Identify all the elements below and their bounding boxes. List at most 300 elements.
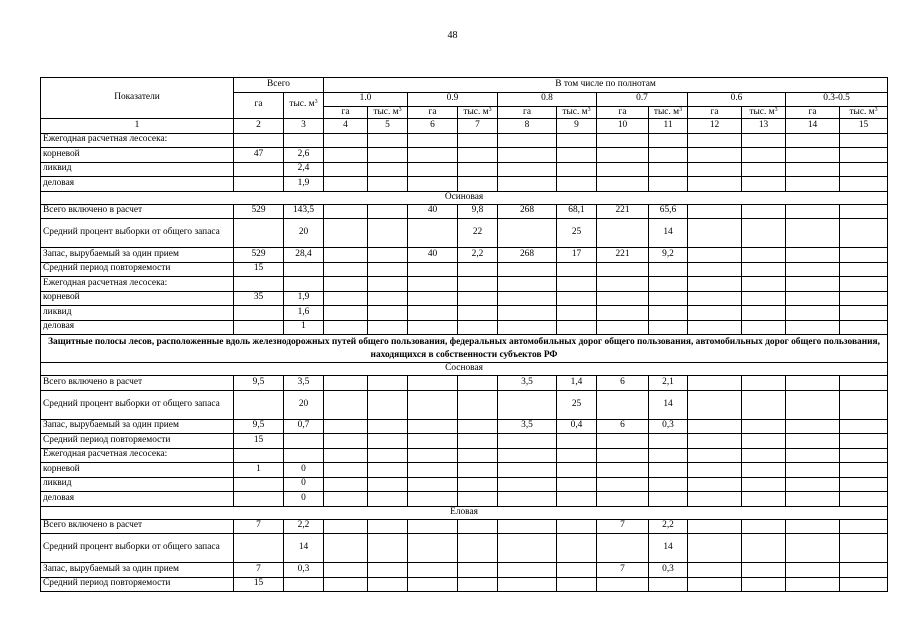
table-cell: 7 [234, 519, 284, 534]
table-cell: 0,3 [649, 419, 688, 434]
indicators-header: Показатели [41, 78, 234, 119]
table-cell [742, 519, 786, 534]
table-cell [458, 434, 498, 449]
table-cell [688, 248, 742, 263]
row-label: корневой [41, 291, 234, 306]
table-cell [840, 577, 888, 592]
table-cell [368, 148, 408, 163]
table-cell [324, 434, 368, 449]
unit-ha: га [408, 107, 458, 119]
total-unit-ha: га [234, 92, 284, 119]
table-cell: 7 [597, 563, 649, 578]
table-cell [786, 463, 840, 478]
table-cell [688, 563, 742, 578]
table-cell [368, 463, 408, 478]
row-label: ликвид [41, 162, 234, 177]
table-cell [742, 277, 786, 292]
table-cell [408, 519, 458, 534]
table-cell [840, 133, 888, 148]
table-cell [234, 133, 284, 148]
row-label: Средний период повторяемости [41, 577, 234, 592]
table-cell [597, 434, 649, 449]
row-label: Средний период повторяемости [41, 262, 234, 277]
table-cell [649, 177, 688, 192]
table-row [41, 204, 888, 219]
table-cell [368, 492, 408, 507]
table-cell [498, 277, 557, 292]
column-number: 14 [786, 119, 840, 134]
page-number: 48 [447, 30, 458, 41]
table-cell [557, 463, 597, 478]
table-cell [597, 133, 649, 148]
table-cell [688, 519, 742, 534]
unit-ha: га [597, 107, 649, 119]
table-cell [688, 291, 742, 306]
table-cell [840, 262, 888, 277]
table-cell: 3,5 [284, 376, 324, 391]
table-row [41, 376, 888, 391]
table-cell: 1 [284, 320, 324, 335]
row-label: Средний процент выборки от общего запаса [41, 534, 234, 563]
unit-ha: га [498, 107, 557, 119]
density-header: 0.3-0.5 [786, 92, 888, 107]
unit-ha: га [786, 107, 840, 119]
table-cell [840, 534, 888, 563]
table-cell [408, 419, 458, 434]
table-cell [498, 219, 557, 248]
unit-m3 [557, 107, 597, 119]
table-cell [597, 492, 649, 507]
unit-superscript: 3 [874, 106, 878, 113]
table-cell [368, 448, 408, 463]
column-number: 11 [649, 119, 688, 134]
table-row [41, 162, 888, 177]
column-number: 6 [408, 119, 458, 134]
column-number: 8 [498, 119, 557, 134]
table-cell [498, 463, 557, 478]
table-row [41, 177, 888, 192]
table-cell [786, 376, 840, 391]
table-cell: 20 [284, 390, 324, 419]
row-label: деловая [41, 177, 234, 192]
table-cell [649, 448, 688, 463]
row-label: ликвид [41, 477, 234, 492]
table-cell [786, 262, 840, 277]
table-cell [234, 306, 284, 321]
column-number: 10 [597, 119, 649, 134]
table-cell [742, 477, 786, 492]
table-cell [368, 477, 408, 492]
table-cell [742, 148, 786, 163]
table-cell: 14 [649, 534, 688, 563]
unit-m3 [742, 107, 786, 119]
table-cell [840, 248, 888, 263]
table-cell [408, 262, 458, 277]
table-cell [742, 262, 786, 277]
unit-label: тыс. м [463, 106, 489, 117]
table-cell [368, 376, 408, 391]
table-cell [368, 219, 408, 248]
table-cell [688, 177, 742, 192]
table-row [41, 277, 888, 292]
table-cell [597, 148, 649, 163]
table-cell: 2,1 [649, 376, 688, 391]
table-cell [368, 320, 408, 335]
table-cell: 268 [498, 204, 557, 219]
table-cell [742, 306, 786, 321]
table-cell [786, 133, 840, 148]
table-cell [840, 277, 888, 292]
table-cell [840, 376, 888, 391]
table-cell [786, 162, 840, 177]
table-cell: 2,4 [284, 162, 324, 177]
unit-label: тыс. м [653, 106, 680, 117]
table-cell [458, 376, 498, 391]
table-row [41, 306, 888, 321]
table-cell: 3,5 [498, 376, 557, 391]
table-cell [786, 390, 840, 419]
table-cell [408, 534, 458, 563]
table-cell [324, 448, 368, 463]
table-cell [458, 492, 498, 507]
table-cell [324, 291, 368, 306]
table-cell [234, 162, 284, 177]
table-cell [649, 434, 688, 449]
table-cell [324, 148, 368, 163]
unit-label: тыс. м [289, 99, 315, 110]
table-cell: 25 [557, 390, 597, 419]
table-cell [688, 376, 742, 391]
column-number: 4 [324, 119, 368, 134]
unit-ha: га [324, 107, 368, 119]
table-cell: 20 [284, 219, 324, 248]
table-cell [408, 162, 458, 177]
table-cell [840, 306, 888, 321]
table-row [41, 492, 888, 507]
table-cell: 65,6 [649, 204, 688, 219]
table-cell [649, 291, 688, 306]
table-cell [557, 577, 597, 592]
table-cell [688, 577, 742, 592]
table-cell [742, 320, 786, 335]
table-cell: 0,7 [284, 419, 324, 434]
table-cell [324, 477, 368, 492]
table-cell [557, 162, 597, 177]
table-cell: 9,5 [234, 419, 284, 434]
table-cell [368, 248, 408, 263]
row-label: Средний период повторяемости [41, 434, 234, 449]
table-cell [498, 133, 557, 148]
table-cell [786, 448, 840, 463]
table-cell: 1 [234, 463, 284, 478]
table-cell [408, 390, 458, 419]
table-cell [786, 577, 840, 592]
table-cell [498, 519, 557, 534]
table-cell [324, 320, 368, 335]
table-cell [324, 463, 368, 478]
species-section-title: Сосновая [41, 363, 888, 376]
table-cell: 25 [557, 219, 597, 248]
table-cell: 0 [284, 492, 324, 507]
table-cell [649, 477, 688, 492]
table-cell [597, 306, 649, 321]
table-cell [498, 492, 557, 507]
table-cell [458, 291, 498, 306]
table-cell [458, 477, 498, 492]
table-cell [649, 277, 688, 292]
table-cell: 22 [458, 219, 498, 248]
table-cell [408, 306, 458, 321]
row-label: Всего включено в расчет [41, 519, 234, 534]
table-cell [458, 320, 498, 335]
table-cell [284, 434, 324, 449]
forest-table [40, 77, 888, 592]
table-cell [408, 563, 458, 578]
table-cell: 14 [649, 219, 688, 248]
table-cell [786, 519, 840, 534]
table-row [41, 148, 888, 163]
table-row [41, 390, 888, 419]
table-cell: 68,1 [557, 204, 597, 219]
table-cell [742, 177, 786, 192]
table-cell: 6 [597, 419, 649, 434]
total-unit-m3 [284, 92, 324, 119]
table-cell [458, 563, 498, 578]
table-cell [688, 390, 742, 419]
table-cell [597, 291, 649, 306]
table-cell [368, 534, 408, 563]
table-row [41, 248, 888, 263]
table-cell: 35 [234, 291, 284, 306]
table-cell [840, 477, 888, 492]
table-cell [557, 534, 597, 563]
table-cell [557, 448, 597, 463]
table-cell [742, 390, 786, 419]
column-number: 12 [688, 119, 742, 134]
table-cell [688, 448, 742, 463]
table-cell: 28,4 [284, 248, 324, 263]
table-cell [786, 434, 840, 449]
row-label: Запас, вырубаемый за один прием [41, 419, 234, 434]
row-label: Запас, вырубаемый за один прием [41, 563, 234, 578]
table-cell [458, 306, 498, 321]
table-cell [786, 204, 840, 219]
table-cell [786, 534, 840, 563]
table-cell: 9,8 [458, 204, 498, 219]
table-cell [597, 534, 649, 563]
column-number: 1 [41, 119, 234, 134]
table-cell: 14 [649, 390, 688, 419]
table-cell [498, 477, 557, 492]
table-cell [324, 306, 368, 321]
density-header: 0.7 [597, 92, 688, 107]
table-cell [498, 306, 557, 321]
table-cell: 1,4 [557, 376, 597, 391]
table-cell [840, 448, 888, 463]
table-cell [498, 448, 557, 463]
column-number-row [41, 119, 888, 134]
column-number: 5 [368, 119, 408, 134]
table-cell [786, 419, 840, 434]
table-row [41, 133, 888, 148]
table-cell [368, 563, 408, 578]
table-cell [840, 204, 888, 219]
table-cell [324, 577, 368, 592]
table-cell [324, 262, 368, 277]
table-cell [284, 262, 324, 277]
row-label: Ежегодная расчетная лесосека: [41, 448, 234, 463]
table-cell [408, 463, 458, 478]
table-row [41, 262, 888, 277]
table-row [41, 577, 888, 592]
table-cell [688, 306, 742, 321]
table-cell [324, 376, 368, 391]
species-section-title: Еловая [41, 506, 888, 519]
unit-superscript: 3 [774, 106, 778, 113]
table-cell [368, 177, 408, 192]
table-cell: 15 [234, 434, 284, 449]
table-cell [742, 219, 786, 248]
table-cell: 3,5 [498, 419, 557, 434]
table-cell [408, 291, 458, 306]
table-cell [649, 320, 688, 335]
table-cell [557, 563, 597, 578]
table-cell [284, 448, 324, 463]
table-cell [840, 219, 888, 248]
table-cell: 268 [498, 248, 557, 263]
table-cell: 529 [234, 204, 284, 219]
table-cell [408, 448, 458, 463]
table-cell [498, 162, 557, 177]
table-cell [498, 320, 557, 335]
table-cell [742, 291, 786, 306]
table-cell [786, 306, 840, 321]
table-row [41, 320, 888, 335]
table-cell: 2,2 [649, 519, 688, 534]
column-number: 2 [234, 119, 284, 134]
table-row [41, 519, 888, 534]
table-cell [649, 262, 688, 277]
table-cell [840, 148, 888, 163]
table-cell [458, 277, 498, 292]
table-cell [742, 419, 786, 434]
table-cell [324, 534, 368, 563]
table-cell [324, 563, 368, 578]
table-cell [408, 477, 458, 492]
table-cell: 40 [408, 248, 458, 263]
table-cell [557, 306, 597, 321]
density-header: 0.9 [408, 92, 498, 107]
table-cell: 15 [234, 577, 284, 592]
table-cell [742, 534, 786, 563]
table-cell [234, 448, 284, 463]
table-cell [597, 277, 649, 292]
table-cell [742, 133, 786, 148]
table-cell [557, 277, 597, 292]
table-cell [498, 390, 557, 419]
row-label: корневой [41, 148, 234, 163]
table-cell [597, 463, 649, 478]
table-cell [597, 177, 649, 192]
table-cell [688, 463, 742, 478]
table-row [41, 434, 888, 449]
table-cell [742, 463, 786, 478]
table-cell [742, 577, 786, 592]
table-cell [368, 262, 408, 277]
table-cell [324, 162, 368, 177]
row-label: ликвид [41, 306, 234, 321]
table-cell [742, 563, 786, 578]
table-cell [597, 448, 649, 463]
total-header: Всего [234, 78, 324, 93]
table-cell [688, 148, 742, 163]
column-number: 9 [557, 119, 597, 134]
table-cell [649, 148, 688, 163]
table-cell [458, 419, 498, 434]
table-cell [786, 148, 840, 163]
table-cell [597, 477, 649, 492]
table-cell [786, 277, 840, 292]
species-section-row [41, 191, 888, 204]
table-cell [840, 162, 888, 177]
table-cell [597, 577, 649, 592]
table-cell [597, 162, 649, 177]
column-number: 7 [458, 119, 498, 134]
table-cell [458, 448, 498, 463]
table-cell [557, 477, 597, 492]
row-label: Запас, вырубаемый за один прием [41, 248, 234, 263]
table-cell [284, 577, 324, 592]
table-cell: 40 [408, 204, 458, 219]
table-cell [840, 563, 888, 578]
table-cell [786, 248, 840, 263]
density-header: 0.8 [498, 92, 597, 107]
table-cell: 0 [284, 463, 324, 478]
table-cell [324, 219, 368, 248]
table-cell [649, 306, 688, 321]
row-label: корневой [41, 463, 234, 478]
table-cell: 17 [557, 248, 597, 263]
table-cell [458, 577, 498, 592]
table-cell [368, 577, 408, 592]
table-cell [324, 390, 368, 419]
table-cell [234, 492, 284, 507]
table-cell: 1,9 [284, 177, 324, 192]
table-cell [840, 320, 888, 335]
table-cell [498, 563, 557, 578]
table-cell [368, 162, 408, 177]
table-cell [368, 390, 408, 419]
row-label: деловая [41, 320, 234, 335]
table-cell [688, 133, 742, 148]
table-cell [688, 419, 742, 434]
table-cell [840, 434, 888, 449]
table-cell [234, 534, 284, 563]
unit-label: тыс. м [749, 106, 775, 117]
unit-label: тыс. м [373, 106, 399, 117]
table-cell [688, 162, 742, 177]
table-cell [458, 177, 498, 192]
unit-m3 [840, 107, 888, 119]
table-cell [742, 248, 786, 263]
table-cell [234, 177, 284, 192]
table-row [41, 477, 888, 492]
table-cell [498, 262, 557, 277]
table-cell [284, 277, 324, 292]
table-cell [458, 390, 498, 419]
table-row [41, 563, 888, 578]
table-cell [557, 177, 597, 192]
